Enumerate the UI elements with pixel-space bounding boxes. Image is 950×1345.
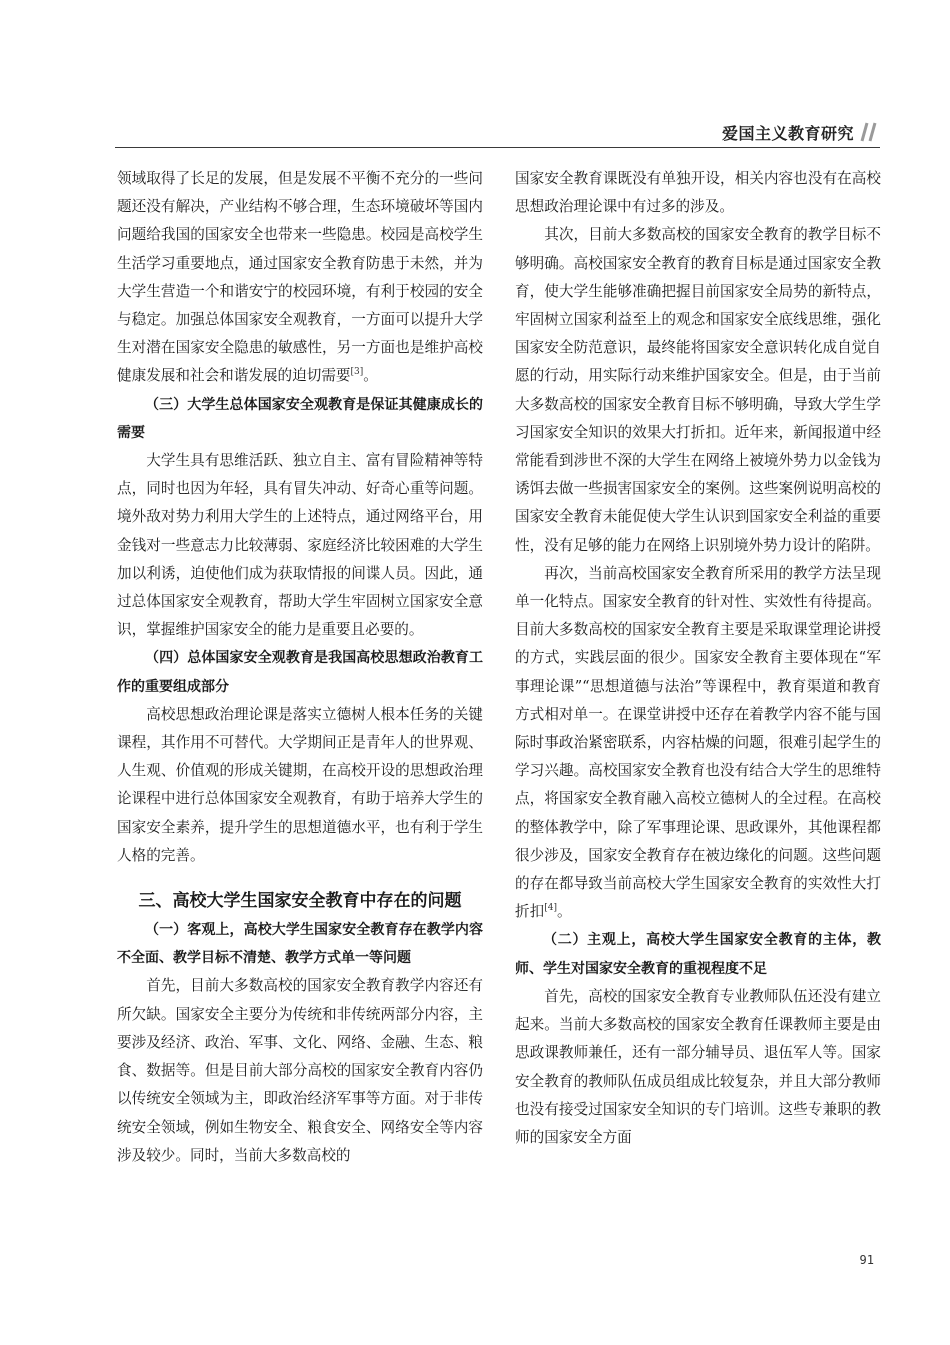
subheading-objective: （一）客观上，高校大学生国家安全教育存在教学内容不全面、教学目标不清楚、教学方式单一等问题 [117, 922, 483, 967]
section-heading: 三、高校大学生国家安全教育中存在的问题 [138, 891, 462, 912]
journal-title: 爱国主义教育研究 [721, 124, 854, 143]
left-column [117, 165, 483, 1170]
paragraph: 其次，目前大多数高校的国家安全教育的教学目标不够明确。高校国家安全教育的教育目标是通过国家安全教育，使大学生能够准确把握目前国家安全局势的新特点，牢固树立国家利益至上的观念和国家安全底线思维，强化国家安全防范意识，最终能将国家安全意识转化成自觉自愿的行动，用实际行动来维护国家安全。但是，由于当前大多数高校的国家安全教育目标不够明确，导致大学生学习国家安全知识的效果大打折扣。近年来，新闻报道中经常能看到涉世不深的大学生在网络上被境外势力以金钱为诱饵去做一些损害国家安全的案例。这些案例说明高校的国家安全教育未能促使大学生认识到国家安全利益的重要性，没有足够的能力在网络上识别境外势力设计的陷阱。 [515, 226, 881, 554]
paragraph: 首先，目前大多数高校的国家安全教育教学内容还有所欠缺。国家安全主要分为传统和非传统两部分内容，主要涉及经济、政治、军事、文化、网络、金融、生态、粮食、数据等。但是目前大部分高校的国家安全教育内容仍以传统安全领域为主，即政治经济军事等方面。对于非传统安全领域，例如生物安全、粮食安全、网络安全等内容涉及较少。同时，当前大多数高校的 [117, 977, 483, 1164]
citation-ref: [3] [350, 367, 364, 378]
paragraph: 首先，高校的国家安全教育专业教师队伍还没有建立起来。当前大多数高校的国家安全教育任课教师主要是由思政课教师兼任，还有一部分辅导员、退伍军人等。国家安全教育的教师队伍成员组成比较复杂，并且大部分教师也没有接受过国家安全知识的专门培训。这些专兼职的教师的国家安全方面 [515, 987, 881, 1146]
page-number: 91 [859, 1253, 874, 1267]
subheading-3: （三）大学生总体国家安全观教育是保证其健康成长的需要 [117, 396, 483, 441]
paragraph: 高校思想政治理论课是落实立德树人根本任务的关键课程，其作用不可替代。大学期间正是青年人的世界观、人生观、价值观的形成关键期，在高校开设的思想政治理论课程中进行总体国家安全观教育，有助于培养大学生的国家安全素养，提升学生的思想道德水平，也有利于学生人格的完善。 [117, 705, 483, 864]
subheading-subjective: （二）主观上，高校大学生国家安全教育的主体，教师、学生对国家安全教育的重视程度不足 [515, 932, 881, 977]
right-column [515, 165, 881, 1152]
subheading-4: （四）总体国家安全观教育是我国高校思想政治教育工作的重要组成部分 [117, 650, 483, 695]
paragraph: 领域取得了长足的发展，但是发展不平衡不充分的一些问题还没有解决，产业结构不够合理，生态环境破坏等国内问题给我国的国家安全也带来一些隐患。校园是高校学生生活学习重要地点，通过国家安全教育防患于未然，并为大学生营造一个和谐安宁的校园环境，有利于校园的安全与稳定。加强总体国家安全观教育，一方面可以提升大学生对潜在国家安全隐患的敏感性，另一方面也是维护高校健康发展和社会和谐发展的迫切需要[3]。 [117, 170, 483, 385]
citation-ref: [4] [544, 903, 557, 914]
paragraph: 国家安全教育课既没有单独开设，相关内容也没有在高校思想政治理论课中有过多的涉及。 [515, 170, 881, 216]
paragraph: 再次，当前高校国家安全教育所采用的教学方法呈现单一化特点。国家安全教育的针对性、实效性有待提高。目前大多数高校的国家安全教育主要是采取课堂理论讲授的方式，实践层面的很少。国家安全教育主要体现在“军事理论课”“思想道德与法治”等课程中，教育渠道和教育方式相对单一。在课堂讲授中还存在着教学内容不能与国际时事政治紧密联系，内容枯燥的问题，很难引起学生的学习兴趣。高校国家安全教育也没有结合大学生的思维特点，将国家安全教育融入高校立德树人的全过程。在高校的整体教学中，除了军事理论课、思政课外，其他课程都很少涉及，国家安全教育存在被边缘化的问题。这些问题的存在都导致当前高校大学生国家安全教育的实效性大打折扣[4]。 [515, 564, 881, 921]
double-slash-decoration-icon [858, 121, 880, 143]
running-header [115, 115, 880, 148]
paragraph: 大学生具有思维活跃、独立自主、富有冒险精神等特点，同时也因为年轻，具有冒失冲动、好奇心重等问题。境外敌对势力利用大学生的上述特点，通过网络平台，用金钱对一些意志力比较薄弱、家庭经济比较困难的大学生加以利诱，迫使他们成为获取情报的间谍人员。因此，通过总体国家安全观教育，帮助大学生牢固树立国家安全意识，掌握维护国家安全的能力是重要且必要的。 [117, 452, 483, 639]
